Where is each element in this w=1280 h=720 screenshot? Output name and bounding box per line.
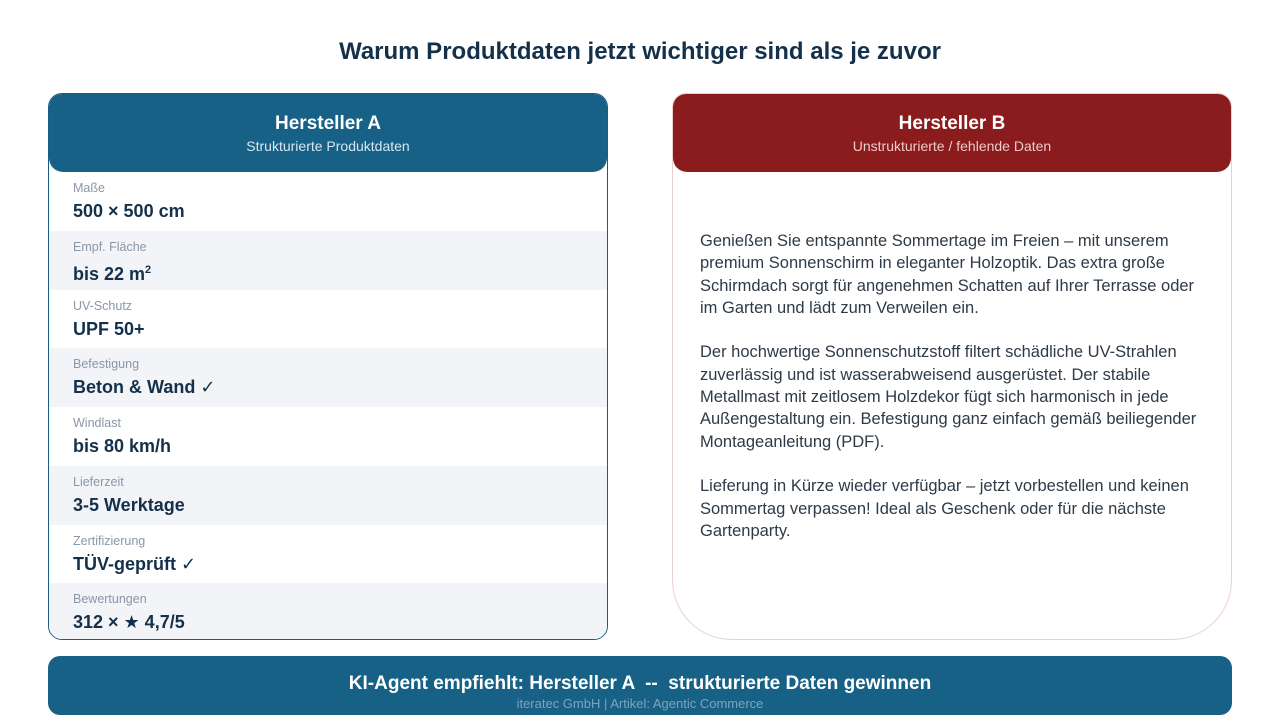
spec-label: UV-Schutz [73, 298, 133, 313]
spec-value: 500 × 500 cm [73, 201, 185, 221]
manufacturer-a-card [48, 93, 608, 640]
spec-row [49, 172, 607, 231]
manufacturer-a-title: Hersteller A [275, 113, 381, 134]
spec-row [49, 290, 607, 349]
manufacturer-b-card [672, 93, 1232, 640]
spec-value-text: bis 22 m [73, 263, 146, 284]
spec-row [49, 583, 607, 640]
spec-label: Windlast [73, 416, 121, 430]
spec-list [49, 172, 607, 639]
spec-value: TÜV-geprüft ✓ [73, 553, 197, 574]
spec-label: Maße [73, 181, 105, 195]
spec-value: 3-5 Werktage [73, 494, 185, 515]
spec-row [49, 525, 607, 584]
spec-label: Zertifizierung [73, 533, 146, 548]
spec-row [49, 407, 607, 466]
description-paragraph: Genießen Sie entspannte Sommertage im Freien – mit unserem premium Sonnenschirm in eleganter Holzoptik. Das extra große Schirmdach sorgt für angenehmen Schatten auf Ihrer Terrasse oder im Garten und lädt zum Verweilen ein. [700, 232, 1195, 317]
description-paragraph: Lieferung in Kürze wieder verfügbar – jetzt vorbestellen und keinen Sommertag verpassen! Ideal als Geschenk oder für die nächste Gartenparty. [700, 477, 1189, 540]
spec-value [73, 258, 583, 286]
spec-row [49, 231, 607, 290]
spec-row [49, 466, 607, 525]
recommendation-text: KI-Agent empfiehlt: Hersteller A -- strukturierte Daten gewinnen [348, 673, 932, 694]
spec-value: Beton & Wand ✓ [73, 377, 216, 398]
page-title: Warum Produktdaten jetzt wichtiger sind als je zuvor [339, 38, 941, 65]
spec-value: UPF 50+ [73, 318, 145, 339]
manufacturer-a-subtitle: Strukturierte Produktdaten [246, 138, 410, 154]
spec-label: Empf. Fläche [73, 239, 147, 254]
spec-row [49, 348, 607, 407]
superscript: 2 [145, 263, 152, 276]
manufacturer-b-subtitle: Unstrukturierte / fehlende Daten [852, 138, 1052, 154]
spec-label: Befestigung [73, 357, 140, 372]
recommendation-banner [48, 656, 1232, 715]
spec-value: 312 × ★ 4,7/5 [73, 612, 185, 633]
manufacturer-a-header [49, 94, 607, 172]
manufacturer-b-title: Hersteller B [898, 113, 1006, 134]
manufacturer-b-header [673, 94, 1231, 172]
spec-label: Lieferzeit [73, 474, 124, 489]
description-paragraph: Der hochwertige Sonnenschutzstoff filtert schädliche UV-Strahlen zuverlässig und ist wasserabweisend ausgerüstet. Der stabile Metallmast mit zeitlosem Holzdekor fügt sich harmonisch in jede Außengestaltung ein. Befestigung ganz einfach gemäß beiliegender Montageanleitung (PDF). [700, 343, 1197, 451]
product-description [673, 172, 1231, 542]
spec-label: Bewertungen [73, 592, 147, 607]
spec-value: bis 80 km/h [73, 436, 172, 456]
source-caption: iteratec GmbH | Artikel: Agentic Commerce [516, 696, 764, 711]
